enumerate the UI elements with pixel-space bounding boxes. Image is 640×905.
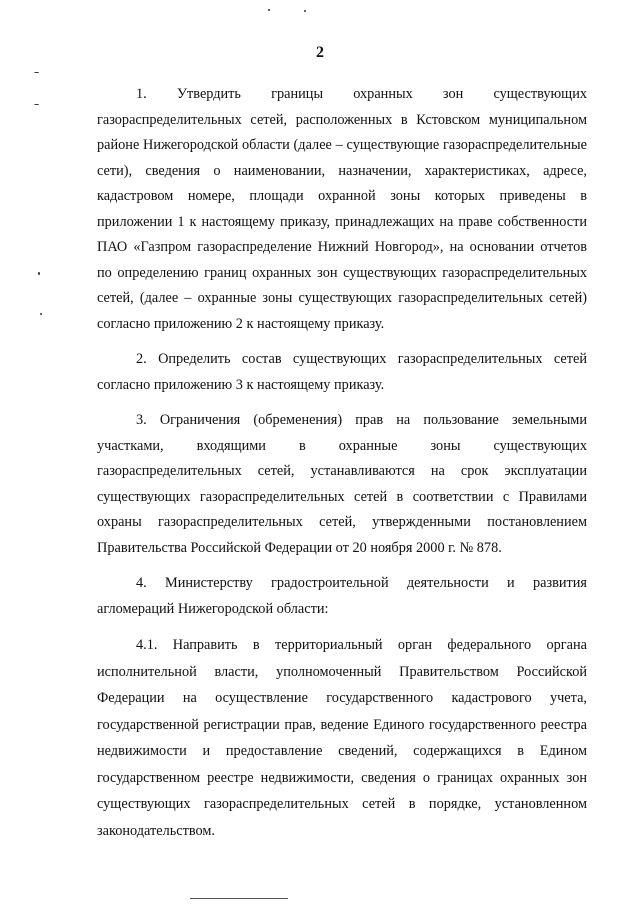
scan-speck [268,9,270,11]
scan-speck [34,104,39,105]
scan-speck [304,10,306,12]
scan-speck [38,272,40,275]
footnote-divider [190,898,288,899]
paragraph-4-1: 4.1. Направить в территориальный орган федерального органа исполнительной власти, уполномоченный Правительством Российской Федерации на осуществление государственного кадастрового учета, государственной регистрации прав, ведение Единого государственного реестра недвижимости и предоставление сведений, содержащихся в Едином государственном реестре недвижимости, сведения о границах охранных зон существующих газораспределительных сетей в порядке, установленном законодательством. [97,637,587,839]
scan-speck [34,72,39,73]
paragraph-2: 2. Определить состав существующих газораспределительных сетей согласно приложению 3 к настоящему приказу. [97,351,587,393]
scan-speck [40,313,42,315]
document-body [97,82,587,854]
paragraph-1: 1. Утвердить границы охранных зон существующих газораспределительных сетей, расположенных в Кстовском муниципальном районе Нижегородской области (далее – существующие газораспределительные сети), сведения о наименовании, назначении, характеристиках, адресе, кадастровом номере, площади охранной зоны которых приведены в приложении 1 к настоящему приказу, принадлежащих на праве собственности ПАО «Газпром газораспределение Нижний Новгород», на основании отчетов по определению границ охранных зон существующих газораспределительных сетей, (далее – охранные зоны существующих газораспределительных сетей) согласно приложению 2 к настоящему приказу. [97,86,587,332]
paragraph-4: 4. Министерству градостроительной деятельности и развития агломераций Нижегородской области: [97,575,587,617]
paragraph-3: 3. Ограничения (обременения) прав на пользование земельными участками, входящими в охранные зоны существующих газораспределительных сетей, устанавливаются на срок эксплуатации существующих газораспределительных сетей в соответствии с Правилами охраны газораспределительных сетей, утвержденными постановлением Правительства Российской Федерации от 20 ноября 2000 г. № 878. [97,412,587,556]
page-number: 2 [316,44,324,61]
